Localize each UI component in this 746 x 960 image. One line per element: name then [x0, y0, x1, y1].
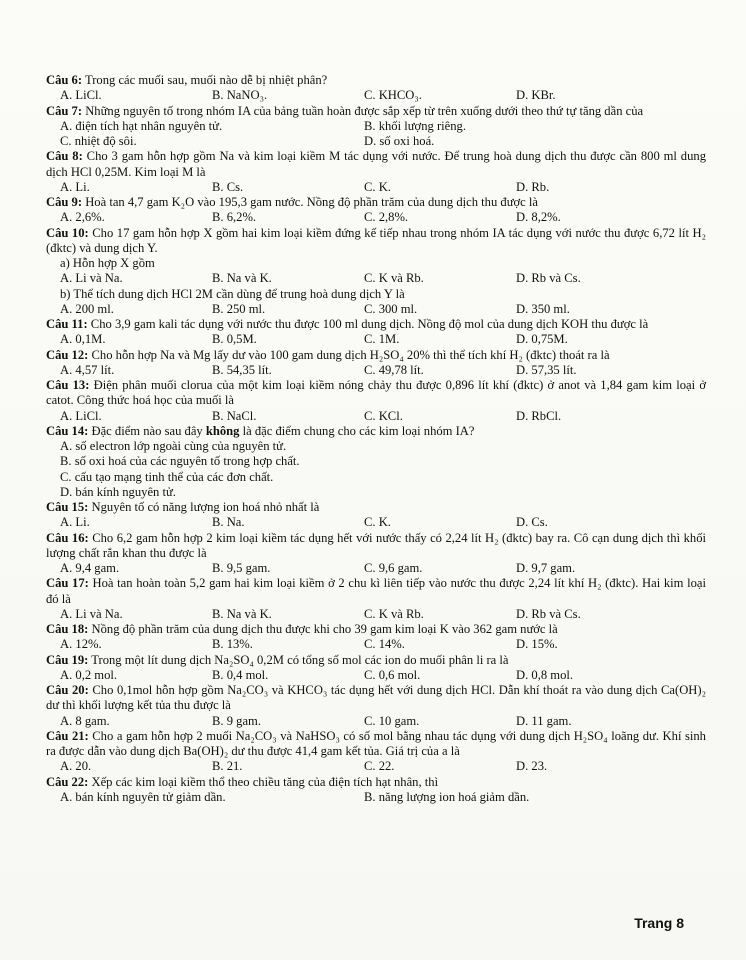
answer-option[interactable]: D. 15%. — [516, 637, 558, 652]
option-row — [46, 88, 706, 103]
question-label: Câu 15: — [46, 500, 89, 514]
answer-option[interactable]: B. Na và K. — [212, 606, 272, 621]
question-label: Câu 21: — [46, 728, 89, 743]
question-text: là đặc điểm chung cho các kim loại nhóm IA? — [242, 423, 475, 438]
question-text: Cho 6,2 gam hỗn hợp 2 kim loại kiềm tác dụng hết với nước thấy có 2,24 lít H₂ (đktc) bay ra. Cô cạn dung dịch thì khối lượng chất rắn khan thu được là — [46, 530, 706, 560]
answer-option[interactable]: C. K. — [364, 179, 391, 194]
question-label: Câu 17: — [46, 576, 89, 591]
question-stem — [46, 775, 706, 790]
question-label: Câu 9: — [46, 195, 83, 209]
question-text: Trong các muối sau, muối nào dễ bị nhiệt phân? — [84, 73, 328, 87]
question-text: Hoà tan 4,7 gam K₂O vào 195,3 gam nước. Nồng độ phần trăm của dung dịch thu được là — [85, 195, 539, 209]
answer-option[interactable]: C. 22. — [364, 759, 395, 774]
option-row — [46, 790, 706, 805]
answer-option[interactable]: A. Li và Na. — [60, 606, 123, 621]
option-row — [46, 134, 706, 149]
question-text: Nồng độ phần trăm của dung dịch thu được khi cho 39 gam kim loại K vào 362 gam nước là — [91, 622, 558, 636]
answer-option[interactable]: D. 350 ml. — [516, 301, 570, 316]
question-stem — [46, 73, 706, 88]
answer-option[interactable]: C. K. — [364, 515, 391, 530]
answer-option[interactable]: D. 9,7 gam. — [516, 561, 576, 575]
answer-option[interactable]: D. bán kính nguyên tử. — [60, 484, 176, 499]
option-row — [46, 607, 706, 622]
answer-option[interactable]: A. LiCl. — [60, 88, 102, 103]
question-text: Đặc điểm nào sau đây — [91, 423, 203, 438]
question-block — [46, 317, 706, 348]
question-text: Cho 17 gam hỗn hợp X gồm hai kim loại kiềm đứng kế tiếp nhau trong nhóm IA tác dụng với nước thu được 6,72 lít H₂ (đktc) và dung dịch Y. — [46, 225, 706, 255]
question-block — [46, 729, 706, 775]
question-block — [46, 424, 706, 500]
question-label: Câu 7: — [46, 103, 83, 118]
question-block — [46, 195, 706, 226]
answer-option[interactable]: C. 49,78 lít. — [364, 362, 424, 377]
question-label: Câu 11: — [46, 317, 88, 331]
answer-option[interactable]: C. nhiệt độ sôi. — [60, 134, 137, 148]
answer-option[interactable]: A. Li và Na. — [60, 271, 123, 286]
question-stem — [46, 729, 706, 760]
answer-option[interactable]: D. 11 gam. — [516, 713, 572, 728]
answer-option[interactable]: C. 9,6 gam. — [364, 561, 423, 575]
question-text: Cho a gam hỗn hợp 2 muối Na₂CO₃ và NaHSO₃ có số mol bằng nhau tác dụng với dung dịch H₂SO₄ loãng dư. Khí sinh ra được dẫn vào dung dịch Ba(OH)₂ dư thu được 41,4 gam kết tủa. Giá trị của a là — [46, 728, 706, 758]
answer-option[interactable]: C. 14%. — [364, 637, 405, 652]
answer-option[interactable]: A. 0,1M. — [60, 332, 106, 347]
answer-option[interactable]: D. 0,75M. — [516, 332, 568, 347]
question-block — [46, 622, 706, 653]
question-stem — [46, 317, 706, 332]
question-stem — [46, 104, 706, 119]
question-stem — [46, 378, 706, 409]
question-text: Cho hỗn hợp Na và Mg lấy dư vào 100 gam dung dịch H₂SO₄ 20% thì thể tích khí H₂ (đktc) thoát ra là — [91, 347, 610, 362]
option-row — [46, 210, 706, 225]
option-row — [46, 119, 706, 134]
question-block — [46, 653, 706, 684]
question-stem — [46, 149, 706, 180]
answer-option[interactable]: D. KBr. — [516, 88, 556, 103]
answer-option[interactable]: B. năng lượng ion hoá giảm dần. — [364, 789, 530, 804]
option-row — [46, 180, 706, 195]
answer-option[interactable]: B. NaCl. — [212, 408, 257, 423]
answer-option[interactable]: B. 13%. — [212, 637, 253, 652]
answer-option[interactable]: A. Li. — [60, 179, 90, 194]
answer-option[interactable]: C. 2,8%. — [364, 210, 409, 225]
emphasis-text: không — [205, 423, 240, 438]
answer-option[interactable]: B. 9 gam. — [212, 713, 261, 728]
answer-option[interactable]: D. Cs. — [516, 515, 548, 530]
answer-option[interactable]: C. 300 ml. — [364, 301, 418, 316]
option-row — [46, 668, 706, 683]
question-block — [46, 73, 706, 104]
question-block — [46, 531, 706, 577]
question-block — [46, 683, 706, 729]
question-text: Điện phân muối clorua của một kim loại kiềm nóng chảy thu được 0,896 lít khí (đktc) ở anot và 1,84 gam kim loại ở catot. Công thức hoá học của muối là — [46, 378, 706, 408]
answer-option[interactable]: D. Rb và Cs. — [516, 606, 581, 621]
answer-option[interactable]: C. KHCO₃. — [364, 88, 422, 103]
question-stem — [46, 576, 706, 607]
option-row — [46, 470, 706, 485]
answer-option[interactable]: C. K và Rb. — [364, 271, 424, 286]
answer-option[interactable]: A. 0,2 mol. — [60, 667, 118, 682]
option-row — [46, 454, 706, 469]
question-text: Trong một lít dung dịch Na₂SO₄ 0,2M có tổng số mol các ion do muối phân li ra là — [91, 652, 509, 667]
question-label: Câu 16: — [46, 530, 89, 545]
answer-option[interactable]: B. Na và K. — [212, 271, 272, 286]
option-row — [46, 485, 706, 500]
question-label: Câu 8: — [46, 149, 83, 164]
question-stem — [46, 348, 706, 363]
answer-option[interactable]: D. RbCl. — [516, 408, 562, 423]
question-label: Câu 20: — [46, 683, 89, 697]
answer-option[interactable]: D. số oxi hoá. — [364, 134, 435, 148]
question-stem — [46, 195, 706, 210]
option-row — [46, 759, 706, 774]
answer-option[interactable]: B. 6,2%. — [212, 210, 257, 225]
page-number: Trang 8 — [634, 915, 684, 931]
question-stem — [46, 226, 706, 257]
answer-option[interactable]: C. 0,6 mol. — [364, 667, 421, 682]
option-row — [46, 363, 706, 378]
answer-option[interactable]: B. 9,5 gam. — [212, 561, 271, 575]
question-label: Câu 19: — [46, 652, 89, 667]
answer-option[interactable]: D. 8,2%. — [516, 210, 561, 225]
answer-option[interactable]: A. 8 gam. — [60, 713, 110, 728]
answer-option[interactable]: D. 0,8 mol. — [516, 667, 574, 682]
question-stem — [46, 622, 706, 637]
answer-option[interactable]: A. 200 ml. — [60, 301, 114, 316]
answer-option[interactable]: B. 0,4 mol. — [212, 667, 269, 682]
answer-option[interactable]: A. 2,6%. — [60, 210, 105, 225]
answer-option[interactable]: D. 23. — [516, 759, 548, 774]
answer-option[interactable]: B. Cs. — [212, 179, 244, 194]
question-block — [46, 775, 706, 806]
question-text: Cho 3 gam hỗn hợp gồm Na và kim loại kiềm M tác dụng với nước. Để trung hoà dung dịch thu được cần 800 ml dung dịch HCl 0,25M. Kim loại M là — [46, 149, 706, 179]
answer-option[interactable]: A. 4,57 lít. — [60, 362, 115, 377]
question-text: Những nguyên tố trong nhóm IA của bảng tuần hoàn được sắp xếp từ trên xuống dưới theo thứ tự tăng dần của — [85, 103, 644, 118]
question-label: Câu 12: — [46, 347, 89, 362]
answer-option[interactable]: B. 0,5M. — [212, 332, 257, 347]
question-block — [46, 348, 706, 379]
question-label: Câu 13: — [46, 378, 90, 392]
option-row — [46, 271, 706, 286]
question-text: Hoà tan hoàn toàn 5,2 gam hai kim loại kiềm ở 2 chu kì liên tiếp vào nước thu được 2,24 lít khí H₂ (đktc). Hai kim loại đó là — [46, 576, 706, 606]
answer-option[interactable]: B. NaNO₃. — [212, 88, 268, 103]
question-stem — [46, 424, 706, 439]
option-row — [46, 637, 706, 652]
answer-option[interactable]: D. Rb. — [516, 179, 550, 194]
answer-option[interactable]: B. 250 ml. — [212, 301, 266, 316]
question-block — [46, 500, 706, 531]
answer-option[interactable]: B. khối lượng riêng. — [364, 118, 466, 133]
question-text: Cho 0,1mol hỗn hợp gồm Na₂CO₃ và KHCO₃ tác dụng hết với dung dịch HCl. Dẫn khí thoát ra vào dung dịch Ca(OH)₂ dư thì khối lượng kết tủa thu được là — [46, 683, 706, 713]
question-label: Câu 14: — [46, 423, 89, 438]
option-row — [46, 332, 706, 347]
question-block — [46, 149, 706, 195]
question-list — [46, 73, 706, 805]
answer-option[interactable]: A. 9,4 gam. — [60, 561, 120, 575]
answer-option[interactable]: B. 54,35 lít. — [212, 362, 272, 377]
question-text: Cho 3,9 gam kali tác dụng với nước thu được 100 ml dung dịch. Nồng độ mol của dung dịch KOH thu được là — [90, 317, 649, 331]
option-row — [46, 409, 706, 424]
option-row — [46, 439, 706, 454]
question-stem — [46, 500, 706, 515]
answer-option[interactable]: B. 21. — [212, 759, 243, 774]
question-block — [46, 104, 706, 150]
question-text: Nguyên tố có năng lượng ion hoá nhỏ nhất là — [91, 500, 320, 514]
question-label: Câu 10: — [46, 225, 89, 240]
answer-option[interactable]: A. 20. — [60, 759, 92, 774]
option-row — [46, 302, 706, 317]
question-label: Câu 18: — [46, 622, 89, 636]
answer-option[interactable]: A. điện tích hạt nhân nguyên tử. — [60, 118, 223, 133]
option-row — [46, 515, 706, 530]
question-stem — [46, 683, 706, 714]
question-text: Xếp các kim loại kiềm thổ theo chiều tăng của điện tích hạt nhân, thì — [91, 774, 439, 789]
answer-option[interactable]: A. số electron lớp ngoài cùng của nguyên tử. — [60, 439, 287, 453]
answer-option[interactable]: A. bán kính nguyên tử giảm dần. — [60, 789, 226, 804]
answer-option[interactable]: A. LiCl. — [60, 408, 102, 423]
option-row — [46, 714, 706, 729]
answer-option[interactable]: B. Na. — [212, 515, 245, 530]
answer-option[interactable]: A. 12%. — [60, 637, 102, 652]
question-stem — [46, 531, 706, 562]
question-label: Câu 6: — [46, 73, 83, 87]
answer-option[interactable]: C. cấu tạo mạng tinh thể của các đơn chất. — [60, 469, 274, 484]
question-block — [46, 576, 706, 622]
answer-option[interactable]: D. 57,35 lít. — [516, 362, 577, 377]
answer-option[interactable]: D. Rb và Cs. — [516, 271, 581, 286]
answer-option[interactable]: A. Li. — [60, 515, 90, 530]
option-row — [46, 561, 706, 576]
question-block — [46, 378, 706, 424]
sub-question: a) Hỗn hợp X gồm — [60, 256, 155, 270]
question-stem — [46, 653, 706, 668]
answer-option[interactable]: C. 10 gam. — [364, 713, 420, 728]
answer-option[interactable]: C. K và Rb. — [364, 606, 424, 621]
question-block — [46, 226, 706, 318]
sub-question: b) Thể tích dung dịch HCl 2M cần dùng để trung hoà dung dịch Y là — [60, 286, 405, 301]
answer-option[interactable]: B. số oxi hoá của các nguyên tố trong hợp chất. — [60, 454, 300, 469]
answer-option[interactable]: C. KCl. — [364, 408, 403, 423]
question-label: Câu 22: — [46, 774, 89, 789]
answer-option[interactable]: C. 1M. — [364, 332, 400, 347]
